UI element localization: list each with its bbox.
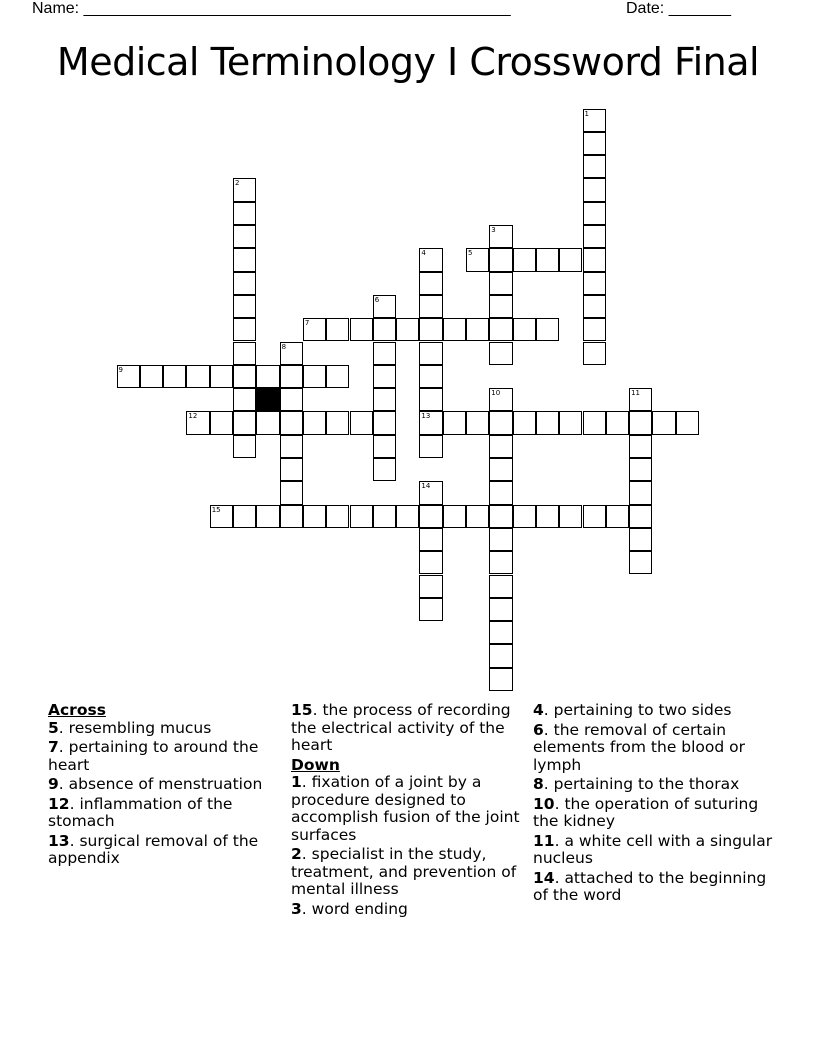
grid-cell[interactable]: [466, 505, 489, 528]
grid-cell[interactable]: [419, 505, 442, 528]
grid-cell[interactable]: [280, 458, 303, 481]
grid-cell[interactable]: [396, 318, 419, 341]
clue-text: the process of recording the electrical activity of the heart: [291, 701, 511, 754]
grid-cell[interactable]: [419, 272, 442, 295]
grid-cell[interactable]: [373, 505, 396, 528]
grid-cell[interactable]: [163, 365, 186, 388]
grid-cell[interactable]: [350, 411, 373, 434]
grid-cell[interactable]: [536, 411, 559, 434]
clue-down-8: 8. pertaining to the thorax: [533, 775, 740, 793]
cell-number: 8: [281, 342, 287, 351]
cell-number: 9: [118, 365, 123, 374]
grid-cell[interactable]: [233, 178, 256, 201]
grid-cell[interactable]: [396, 505, 419, 528]
cell-number: 10: [491, 389, 501, 398]
grid-cell[interactable]: [466, 248, 489, 271]
grid-cell[interactable]: [559, 411, 582, 434]
clue-number: 1: [291, 773, 302, 791]
clue-text: surgical removal of the appendix: [48, 831, 259, 867]
grid-cell[interactable]: [373, 458, 396, 481]
name-field[interactable]: Name: ________________________________________________: [32, 0, 511, 17]
grid-cell[interactable]: [326, 365, 349, 388]
grid-cell[interactable]: [606, 505, 629, 528]
grid-cell[interactable]: [373, 295, 396, 318]
grid-cell[interactable]: [373, 318, 396, 341]
clue-across-7: 7. pertaining to around the heart: [48, 738, 259, 774]
grid-cell[interactable]: [489, 481, 512, 504]
grid-cell[interactable]: [489, 551, 512, 574]
clue-down-6: 6. the removal of certain elements from the blood or lymph: [533, 720, 746, 774]
grid-cell[interactable]: [419, 411, 442, 434]
grid-cell[interactable]: [583, 318, 606, 341]
grid-cell[interactable]: [233, 342, 256, 365]
grid-cell[interactable]: [419, 575, 442, 598]
grid-cell[interactable]: [583, 342, 606, 365]
grid-cell[interactable]: [280, 435, 303, 458]
grid-cell[interactable]: [489, 528, 512, 551]
grid-cell[interactable]: [489, 411, 512, 434]
grid-cell[interactable]: [233, 272, 256, 295]
grid-cell[interactable]: [583, 248, 606, 271]
grid-cell[interactable]: [513, 411, 536, 434]
grid-cell[interactable]: [373, 342, 396, 365]
grid-cell[interactable]: [140, 365, 163, 388]
grid-cell[interactable]: [489, 295, 512, 318]
clues-column-2: [291, 702, 531, 920]
grid-cell[interactable]: [233, 318, 256, 341]
clue-down-11: 11. a white cell with a singular nucleus: [533, 831, 773, 867]
grid-cell[interactable]: [280, 481, 303, 504]
grid-cell[interactable]: [303, 505, 326, 528]
grid-cell[interactable]: [233, 505, 256, 528]
clue-across-13: 13. surgical removal of the appendix: [48, 831, 259, 867]
grid-cell[interactable]: [419, 342, 442, 365]
clue-number: 6: [533, 720, 544, 739]
grid-cell[interactable]: [466, 411, 489, 434]
grid-cell[interactable]: [303, 318, 326, 341]
clue-text: word ending: [311, 899, 408, 918]
grid-cell[interactable]: [233, 411, 256, 434]
grid-cell[interactable]: [326, 411, 349, 434]
grid-cell[interactable]: [419, 481, 442, 504]
clue-number: 13: [48, 831, 70, 850]
cell-number: 5: [468, 249, 473, 258]
grid-cell[interactable]: [629, 435, 652, 458]
grid-cell[interactable]: [583, 272, 606, 295]
grid-cell[interactable]: [373, 411, 396, 434]
cell-number: 4: [421, 249, 426, 258]
grid-cell[interactable]: [443, 411, 466, 434]
page-title: Medical Terminology I Crossword Final: [56, 40, 760, 84]
grid-cell[interactable]: [350, 505, 373, 528]
grid-cell[interactable]: [419, 388, 442, 411]
clue-number: 4: [533, 701, 544, 719]
grid-cell[interactable]: [419, 598, 442, 621]
grid-cell[interactable]: [210, 411, 233, 434]
grid-cell[interactable]: [489, 505, 512, 528]
grid-cell[interactable]: [489, 668, 512, 691]
clue-text: fixation of a joint by a procedure designed to accomplish fusion of the joint surfaces: [291, 773, 520, 844]
grid-cell[interactable]: [186, 411, 209, 434]
grid-cell[interactable]: [583, 295, 606, 318]
grid-cell[interactable]: [583, 132, 606, 155]
grid-cell[interactable]: [280, 365, 303, 388]
date-field[interactable]: Date: _______: [626, 0, 731, 17]
cell-number: 13: [421, 412, 431, 421]
grid-cell[interactable]: [280, 388, 303, 411]
across-heading: Across: [48, 701, 106, 719]
grid-cell[interactable]: [443, 505, 466, 528]
clue-down-4: 4. pertaining to two sides: [533, 701, 732, 719]
grid-cell[interactable]: [513, 248, 536, 271]
cell-number: 12: [188, 412, 198, 421]
grid-cell[interactable]: [117, 365, 140, 388]
grid-cell[interactable]: [489, 598, 512, 621]
grid-cell[interactable]: [629, 458, 652, 481]
grid-cell[interactable]: [676, 411, 699, 434]
grid-cell[interactable]: [419, 248, 442, 271]
clue-text: attached to the beginning of the word: [533, 868, 767, 904]
cell-number: 6: [374, 295, 380, 304]
grid-cell[interactable]: [280, 505, 303, 528]
cell-number: 2: [235, 179, 240, 188]
clues-column-3: [533, 702, 773, 907]
cell-number: 3: [491, 226, 496, 234]
grid-cell[interactable]: [513, 318, 536, 341]
clue-text: the removal of certain elements from the blood or lymph: [533, 720, 746, 774]
grid-cell[interactable]: [629, 505, 652, 528]
grid-cell[interactable]: [419, 435, 442, 458]
grid-cell[interactable]: [489, 621, 512, 644]
grid-cell[interactable]: [629, 528, 652, 551]
grid-cell[interactable]: [489, 318, 512, 341]
grid-cell[interactable]: [536, 505, 559, 528]
grid-cell[interactable]: [583, 411, 606, 434]
grid-cell[interactable]: [303, 411, 326, 434]
grid-cell[interactable]: [256, 365, 279, 388]
clue-text: pertaining to two sides: [553, 701, 732, 719]
grid-cell[interactable]: [489, 272, 512, 295]
grid-cell[interactable]: [443, 318, 466, 341]
clue-across-9: 9. absence of menstruation: [48, 775, 263, 793]
grid-cell[interactable]: [256, 411, 279, 434]
grid-cell[interactable]: [559, 505, 582, 528]
cell-number: 14: [421, 482, 431, 491]
cell-number: 11: [631, 389, 641, 398]
grid-cell[interactable]: [419, 365, 442, 388]
cell-number: 1: [584, 109, 589, 118]
grid-cell[interactable]: [326, 318, 349, 341]
grid-cell[interactable]: [233, 202, 256, 225]
grid-cell[interactable]: [513, 505, 536, 528]
clue-text: pertaining to around the heart: [48, 738, 259, 774]
clue-text: a white cell with a singular nucleus: [533, 831, 773, 867]
grid-cell[interactable]: [233, 435, 256, 458]
grid-cell[interactable]: [489, 435, 512, 458]
grid-cell[interactable]: [233, 365, 256, 388]
clue-number: 12: [48, 794, 70, 813]
grid-cell[interactable]: [210, 505, 233, 528]
clue-down-10: 10. the operation of suturing the kidney: [533, 794, 759, 830]
crossword-grid: [117, 109, 700, 692]
cell-number: 15: [211, 505, 221, 514]
down-heading: Down: [291, 755, 340, 774]
clue-number: 2: [291, 845, 302, 863]
clue-text: specialist in the study, treatment, and prevention of mental illness: [291, 845, 517, 898]
grid-cell[interactable]: [536, 248, 559, 271]
clue-number: 15: [291, 701, 313, 719]
grid-cell[interactable]: [536, 318, 559, 341]
black-cell: [256, 388, 279, 411]
clue-number: 7: [48, 738, 59, 756]
grid-cell[interactable]: [326, 505, 349, 528]
grid-cell[interactable]: [186, 365, 209, 388]
clue-down-3: 3. word ending: [291, 899, 408, 918]
grid-cell[interactable]: [583, 109, 606, 132]
clue-down-2: 2. specialist in the study, treatment, and prevention of mental illness: [291, 845, 517, 898]
clue-across-12: 12. inflammation of the stomach: [48, 794, 233, 830]
clue-text: resembling mucus: [68, 718, 212, 737]
clue-across-15: 15. the process of recording the electrical activity of the heart: [291, 701, 511, 754]
grid-cell[interactable]: [629, 411, 652, 434]
grid-cell[interactable]: [373, 365, 396, 388]
clue-number: 14: [533, 868, 555, 887]
grid-cell[interactable]: [233, 225, 256, 248]
grid-cell[interactable]: [629, 481, 652, 504]
grid-cell[interactable]: [652, 411, 675, 434]
clue-number: 10: [533, 794, 555, 813]
grid-cell[interactable]: [489, 388, 512, 411]
grid-cell[interactable]: [210, 365, 233, 388]
clue-number: 8: [533, 775, 544, 793]
grid-cell[interactable]: [489, 342, 512, 365]
grid-cell[interactable]: [373, 388, 396, 411]
grid-cell[interactable]: [583, 225, 606, 248]
clue-across-5: 5. resembling mucus: [48, 718, 212, 737]
grid-cell[interactable]: [606, 411, 629, 434]
grid-cell[interactable]: [629, 388, 652, 411]
grid-cell[interactable]: [583, 155, 606, 178]
clue-down-14: 14. attached to the beginning of the word: [533, 868, 767, 904]
grid-cell[interactable]: [419, 318, 442, 341]
grid-cell[interactable]: [489, 248, 512, 271]
grid-cell[interactable]: [629, 551, 652, 574]
grid-cell[interactable]: [489, 575, 512, 598]
grid-cell[interactable]: [303, 365, 326, 388]
grid-cell[interactable]: [419, 295, 442, 318]
grid-cell[interactable]: [419, 551, 442, 574]
grid-cell[interactable]: [233, 295, 256, 318]
grid-cell[interactable]: [489, 458, 512, 481]
grid-cell[interactable]: [583, 505, 606, 528]
grid-cell[interactable]: [583, 178, 606, 201]
grid-cell[interactable]: [280, 342, 303, 365]
grid-cell[interactable]: [373, 435, 396, 458]
clue-text: the operation of suturing the kidney: [533, 794, 759, 830]
grid-cell[interactable]: [256, 505, 279, 528]
clue-number: 11: [533, 831, 555, 850]
clues-column-1: [48, 702, 288, 870]
grid-cell[interactable]: [489, 225, 512, 248]
grid-cell[interactable]: [559, 248, 582, 271]
grid-cell[interactable]: [419, 528, 442, 551]
clue-number: 9: [48, 775, 59, 793]
grid-cell[interactable]: [233, 388, 256, 411]
clue-text: absence of menstruation: [68, 775, 263, 793]
grid-cell[interactable]: [350, 318, 373, 341]
cell-number: 7: [304, 319, 310, 328]
grid-cell[interactable]: [489, 644, 512, 667]
clue-number: 3: [291, 899, 302, 918]
grid-cell[interactable]: [466, 318, 489, 341]
clue-text: inflammation of the stomach: [48, 794, 233, 830]
clue-down-1: 1. fixation of a joint by a procedure designed to accomplish fusion of the joint surfaces: [291, 773, 520, 844]
clue-text: pertaining to the thorax: [553, 775, 740, 793]
grid-cell[interactable]: [280, 411, 303, 434]
grid-cell[interactable]: [233, 248, 256, 271]
grid-cell[interactable]: [583, 202, 606, 225]
clue-number: 5: [48, 718, 59, 737]
